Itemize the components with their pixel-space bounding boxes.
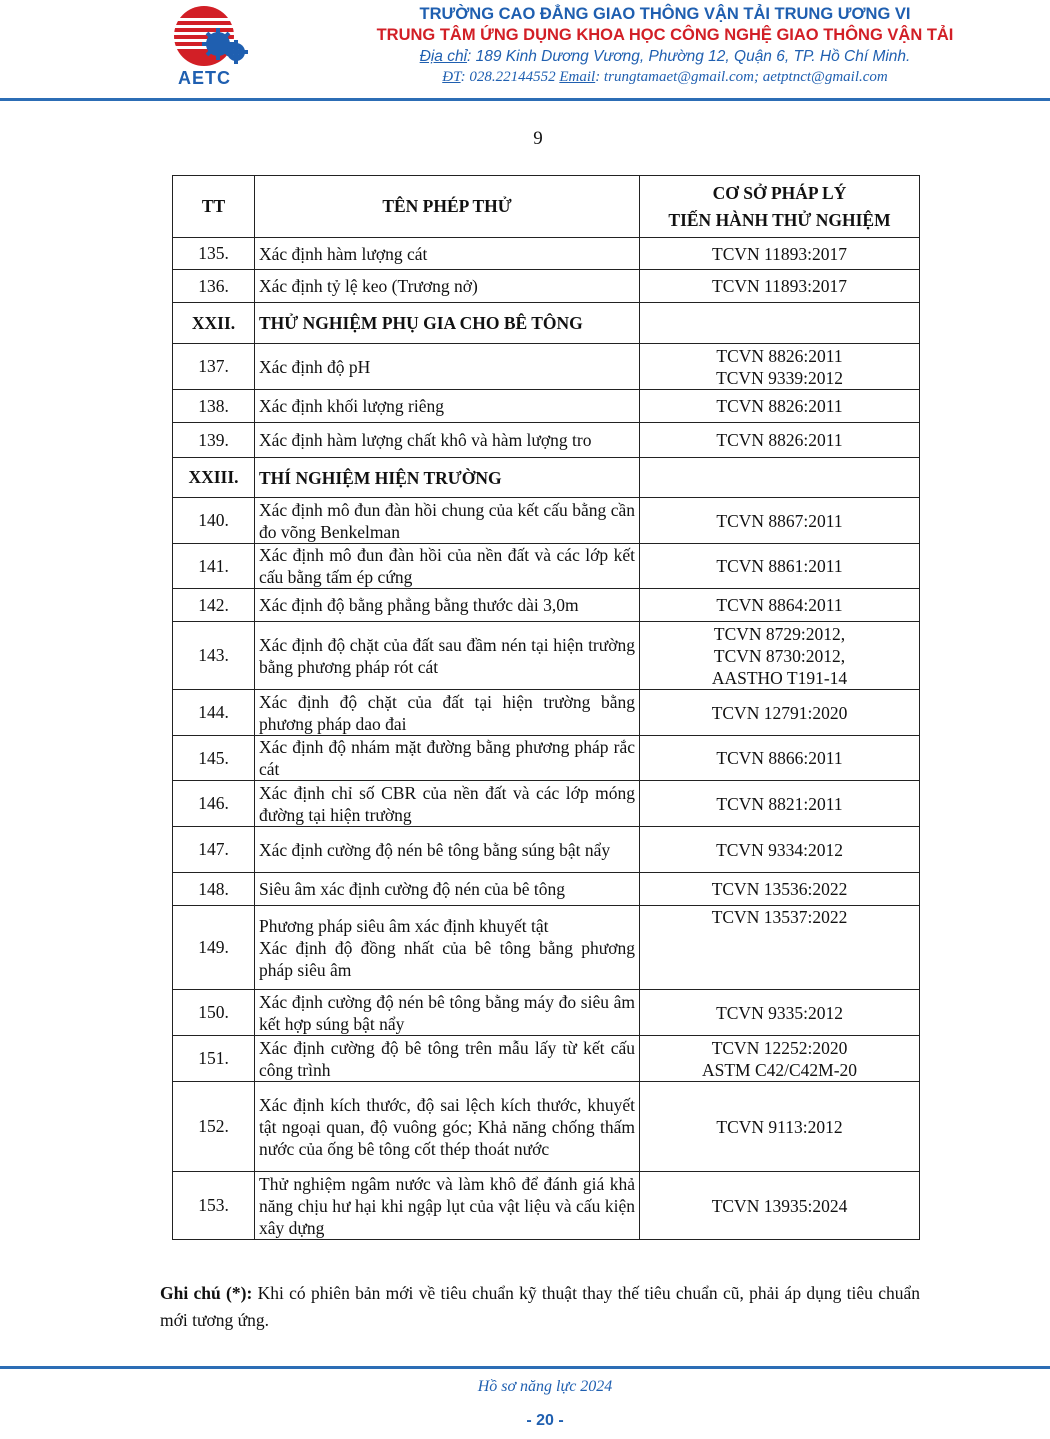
test-name [255, 238, 640, 270]
table-section-row [173, 303, 920, 344]
standard-code: TCVN 13537:2022 [711, 907, 848, 927]
test-name-line: Xác định mô đun đàn hồi của nền đất và các lớp kết cấu bằng tấm ép cứng [259, 545, 635, 587]
row-number: 135. [173, 238, 255, 270]
row-number: XXIII. [173, 458, 255, 498]
test-name [255, 622, 640, 690]
legal-basis [640, 1082, 920, 1172]
test-name-line: Xác định độ chặt của đất sau đầm nén tại hiện trường bằng phương pháp rót cát [259, 634, 635, 677]
test-name-line: Siêu âm xác định cường độ nén của bê tông [259, 879, 565, 899]
table-row [173, 498, 920, 544]
table-row [173, 781, 920, 827]
test-name [255, 1036, 640, 1082]
table-header-row [173, 176, 920, 238]
test-name [255, 736, 640, 781]
table-row [173, 990, 920, 1036]
test-name [255, 303, 640, 344]
test-name-line: Xác định kích thước, độ sai lệch kích thước, khuyết tật ngoại quan, độ vuông góc; Khả năng chống thấm nước của ống bê tông cốt thép thoát nước [259, 1094, 635, 1159]
table-row [173, 423, 920, 458]
legal-basis [640, 690, 920, 736]
test-name-line: Xác định độ đồng nhất của bê tông bằng phương pháp siêu âm [259, 937, 635, 980]
address-label: Địa chỉ [419, 48, 468, 65]
row-number: 140. [173, 498, 255, 544]
standard-code: TCVN 8864:2011 [716, 595, 843, 615]
row-number: 141. [173, 544, 255, 589]
table-row [173, 873, 920, 906]
test-name-line: Phương pháp siêu âm xác định khuyết tật [259, 915, 549, 936]
header-legal-basis-line2: TIẾN HÀNH THỬ NGHIỆM [668, 209, 891, 230]
test-name-line: Xác định cường độ bê tông trên mẫu lấy từ kết cấu công trình [259, 1037, 635, 1080]
row-number: 136. [173, 270, 255, 303]
legal-basis [640, 498, 920, 544]
header-legal-basis [640, 176, 920, 238]
test-name [255, 390, 640, 423]
legal-basis [640, 1172, 920, 1240]
standard-code: ASTM C42/C42M-20 [701, 1059, 858, 1080]
row-number: XXII. [173, 303, 255, 344]
test-name-line: Xác định độ nhám mặt đường bằng phương pháp rắc cát [259, 737, 635, 779]
standard-code: TCVN 12791:2020 [711, 702, 848, 723]
table-row [173, 589, 920, 622]
row-number: 151. [173, 1036, 255, 1082]
standard-code: TCVN 8861:2011 [716, 556, 843, 576]
standard-code: TCVN 8730:2012, [713, 645, 846, 666]
table-row [173, 827, 920, 873]
standard-code: TCVN 9113:2012 [716, 1116, 843, 1137]
test-name [255, 781, 640, 827]
phone-label: ĐT [442, 69, 461, 85]
row-number: 153. [173, 1172, 255, 1240]
table-row [173, 1082, 920, 1172]
row-number: 146. [173, 781, 255, 827]
standard-code: TCVN 8866:2011 [716, 748, 843, 768]
test-name-line: Xác định mô đun đàn hồi chung của kết cấu bằng cần đo võng Benkelman [259, 499, 635, 542]
footnote-text: Khi có phiên bản mới về tiêu chuẩn kỹ thuật thay thế tiêu chuẩn cũ, phải áp dụng tiêu chuẩn mới tương ứng. [160, 1283, 920, 1330]
standard-code: TCVN 11893:2017 [712, 276, 847, 296]
test-name [255, 344, 640, 390]
email-label: Email [559, 69, 596, 85]
row-number: 152. [173, 1082, 255, 1172]
test-name-line: Xác định hàm lượng chất khô và hàm lượng tro [259, 430, 592, 450]
table-row [173, 736, 920, 781]
test-name [255, 498, 640, 544]
test-name-line: Xác định cường độ nén bê tông bằng súng bật nẩy [259, 839, 611, 860]
table-section-row [173, 458, 920, 498]
address-value: : 189 Kinh Dương Vương, Phường 12, Quận 6, TP. Hồ Chí Minh. [467, 48, 911, 65]
row-number: 139. [173, 423, 255, 458]
test-name-line: Xác định cường độ nén bê tông bằng máy đo siêu âm kết hợp súng bật nẩy [259, 991, 635, 1034]
phone-value: : 028.22144552 [460, 69, 556, 85]
test-name-line: Xác định khối lượng riêng [259, 396, 444, 416]
header-school-name: TRƯỜNG CAO ĐẲNG GIAO THÔNG VẬN TẢI TRUNG ƯƠNG VI [419, 5, 911, 23]
footnote-label: Ghi chú (*): [160, 1283, 253, 1303]
test-name-line: Xác định độ bằng phẳng bằng thước dài 3,0m [259, 595, 579, 615]
row-number: 149. [173, 906, 255, 990]
legal-basis [640, 423, 920, 458]
header-test-name: TÊN PHÉP THỬ [255, 176, 640, 238]
standard-code: TCVN 8729:2012, [713, 623, 846, 644]
row-number: 143. [173, 622, 255, 690]
standard-code: TCVN 13935:2024 [711, 1195, 848, 1216]
test-name-line: Thử nghiệm ngâm nước và làm khô để đánh giá khả năng chịu hư hại khi ngập lụt của vật liệu và cấu kiện xây dựng [259, 1173, 635, 1238]
table-row [173, 390, 920, 423]
test-name [255, 423, 640, 458]
row-number: 142. [173, 589, 255, 622]
test-name [255, 990, 640, 1036]
legal-basis [640, 344, 920, 390]
header-center-name: TRUNG TÂM ỨNG DỤNG KHOA HỌC CÔNG NGHỆ GIAO THÔNG VẬN TẢI [376, 26, 954, 44]
table-row [173, 1172, 920, 1240]
test-name-line: Xác định độ chặt của đất tại hiện trường bằng phương pháp dao đai [259, 691, 635, 734]
test-name [255, 1082, 640, 1172]
footer-divider [0, 1366, 1050, 1369]
table-body [173, 238, 920, 1240]
standard-code: TCVN 9334:2012 [716, 839, 843, 860]
table-row [173, 344, 920, 390]
row-number: 145. [173, 736, 255, 781]
standard-code: TCVN 8821:2011 [716, 793, 843, 814]
standard-code: TCVN 8867:2011 [716, 510, 843, 531]
standard-code: TCVN 9335:2012 [716, 1002, 843, 1023]
test-name [255, 873, 640, 906]
row-number: 144. [173, 690, 255, 736]
standard-code: TCVN 11893:2017 [712, 243, 847, 264]
section-page-number: 9 [533, 128, 543, 149]
test-name [255, 906, 640, 990]
test-name [255, 690, 640, 736]
test-name [255, 1172, 640, 1240]
row-number: 138. [173, 390, 255, 423]
email-value: : trungtamaet@gmail.com; aetptnct@gmail.com [595, 69, 888, 85]
test-name-line: Xác định độ pH [259, 356, 371, 377]
legal-basis [640, 990, 920, 1036]
footnote [160, 1280, 920, 1334]
table-row [173, 238, 920, 270]
standard-code: TCVN 13536:2022 [711, 879, 848, 899]
logo-text: AETC [178, 68, 231, 88]
header-tt: TT [173, 176, 255, 238]
standard-code: AASTHO T191-14 [711, 667, 848, 688]
table-row [173, 270, 920, 303]
test-name [255, 589, 640, 622]
test-name [255, 458, 640, 498]
row-number: 150. [173, 990, 255, 1036]
legal-basis [640, 458, 920, 498]
row-number: 147. [173, 827, 255, 873]
table-row [173, 690, 920, 736]
header-divider [0, 98, 1050, 101]
header-legal-basis-line1: CƠ SỞ PHÁP LÝ [712, 182, 847, 203]
standard-code: TCVN 9339:2012 [716, 367, 843, 388]
legal-basis [640, 736, 920, 781]
standard-code: TCVN 8826:2011 [716, 345, 843, 366]
row-number: 137. [173, 344, 255, 390]
test-name-line: Xác định hàm lượng cát [259, 243, 428, 264]
standard-code: TCVN 8826:2011 [716, 396, 843, 416]
standard-code: TCVN 12252:2020 [711, 1037, 848, 1058]
legal-basis [640, 270, 920, 303]
legal-basis [640, 781, 920, 827]
table-row [173, 622, 920, 690]
legal-basis [640, 873, 920, 906]
legal-basis [640, 589, 920, 622]
legal-basis [640, 827, 920, 873]
footer-page-number: - 20 - [526, 1412, 564, 1429]
legal-basis [640, 544, 920, 589]
footer-title: Hồ sơ năng lực 2024 [477, 1378, 613, 1395]
test-methods-table [172, 175, 920, 1240]
standard-code: TCVN 8826:2011 [716, 430, 843, 450]
test-name-line: Xác định tỷ lệ keo (Trương nở) [259, 276, 478, 296]
table-row [173, 544, 920, 589]
test-name-line: THỬ NGHIỆM PHỤ GIA CHO BÊ TÔNG [259, 313, 583, 333]
test-name [255, 827, 640, 873]
legal-basis [640, 390, 920, 423]
test-name [255, 544, 640, 589]
table-row [173, 906, 920, 990]
legal-basis [640, 906, 920, 990]
legal-basis [640, 622, 920, 690]
legal-basis [640, 303, 920, 344]
page-header [0, 0, 1050, 100]
header-contact [320, 67, 1010, 87]
test-name-line: Xác định chỉ số CBR của nền đất và các lớp móng đường tại hiện trường [259, 782, 635, 825]
test-name [255, 270, 640, 303]
test-name-line: THÍ NGHIỆM HIỆN TRƯỜNG [259, 467, 502, 488]
row-number: 148. [173, 873, 255, 906]
legal-basis [640, 1036, 920, 1082]
header-text [320, 4, 1010, 87]
legal-basis [640, 238, 920, 270]
header-address [320, 46, 1010, 67]
table-row [173, 1036, 920, 1082]
